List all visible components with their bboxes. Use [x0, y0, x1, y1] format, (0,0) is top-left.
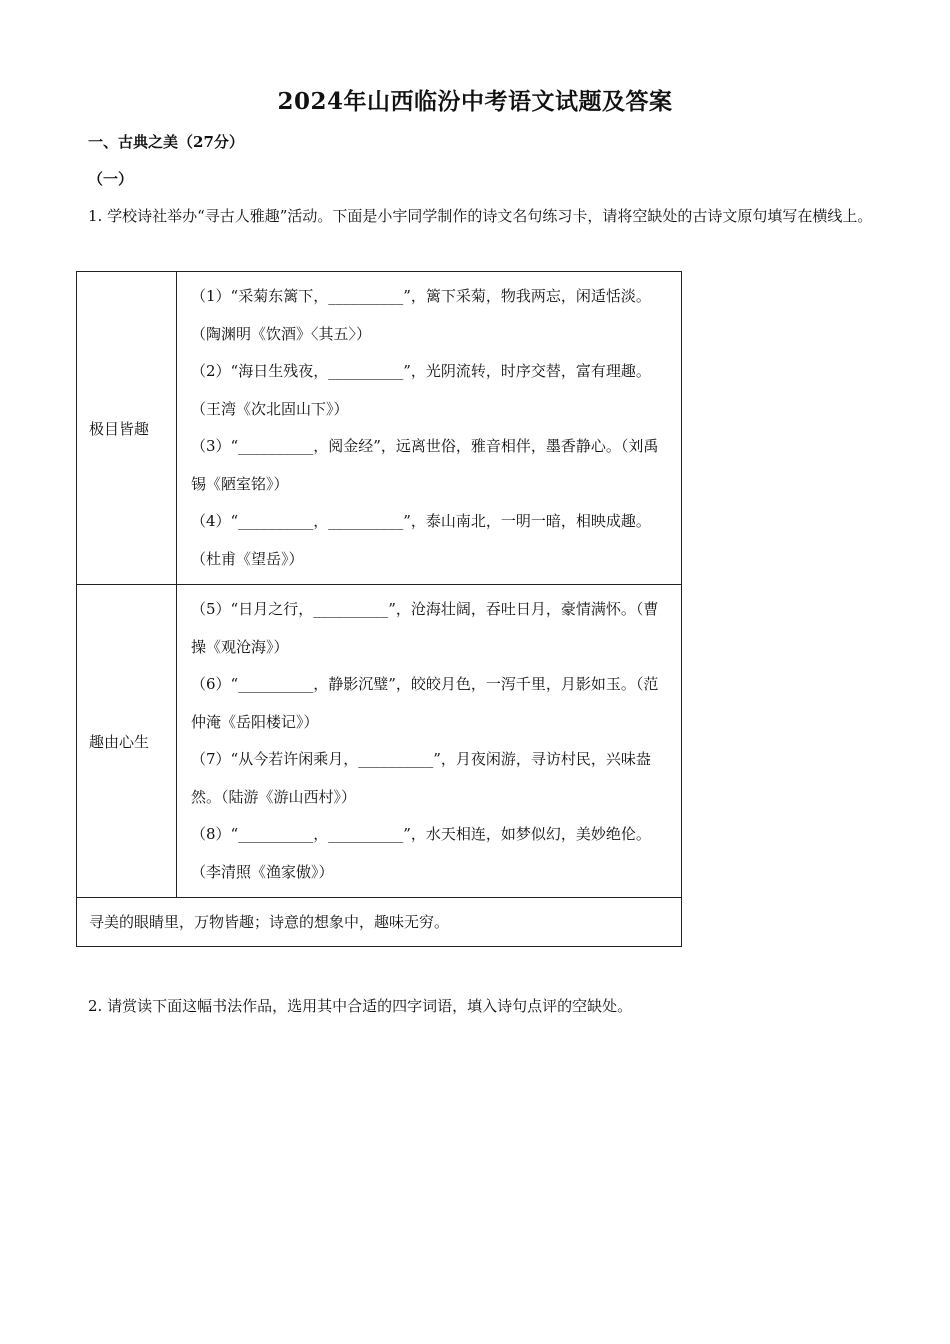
group-label: 极目皆趣: [77, 272, 177, 585]
card-footer: 寻美的眼睛里，万物皆趣；诗意的想象中，趣味无穷。: [77, 898, 682, 947]
question-1: 1. 学校诗社举办“寻古人雅趣”活动。下面是小宇同学制作的诗文名句练习卡，请将空缺处的古诗文原句填写在横线上。: [88, 207, 873, 225]
sub-heading: （一）: [88, 170, 134, 188]
group-items: [177, 272, 682, 585]
list-item: （5）“日月之行，__________”，沧海壮阔，吞吐日月，豪情满怀。（曹操《观沧海》）: [191, 600, 659, 656]
section-heading: 一、古典之美（27分）: [88, 133, 244, 151]
list-item: （3）“__________，阅金经”，远离世俗，雅音相伴，墨香静心。（刘禹锡《陋室铭》）: [191, 437, 659, 493]
document-title: 2024年山西临汾中考语文试题及答案: [277, 88, 673, 115]
table-row: [77, 898, 682, 947]
list-item: （8）“__________，__________”，水天相连，如梦似幻，美妙绝伦。（李清照《渔家傲》）: [191, 825, 651, 881]
practice-card-table: [76, 271, 682, 947]
table-row: [77, 272, 682, 585]
list-item: （4）“__________，__________”，泰山南北，一明一暗，相映成趣。（杜甫《望岳》）: [191, 512, 651, 568]
table-row: [77, 585, 682, 898]
list-item: （7）“从今若许闲乘月，__________”，月夜闲游，寻访村民，兴味盎然。（陆游《游山西村》）: [191, 750, 651, 806]
group-label: 趣由心生: [77, 585, 177, 898]
question-2: 2. 请赏读下面这幅书法作品，选用其中合适的四字词语，填入诗句点评的空缺处。: [88, 997, 633, 1015]
list-item: （1）“采菊东篱下，__________”，篱下采菊，物我两忘，闲适恬淡。（陶渊明《饮酒》〈其五〉）: [191, 287, 651, 343]
list-item: （6）“__________，静影沉璧”，皎皎月色，一泻千里，月影如玉。（范仲淹《岳阳楼记》）: [191, 675, 659, 731]
list-item: （2）“海日生残夜，__________”，光阴流转，时序交替，富有理趣。（王湾《次北固山下》）: [191, 362, 651, 418]
group-items: [177, 585, 682, 898]
